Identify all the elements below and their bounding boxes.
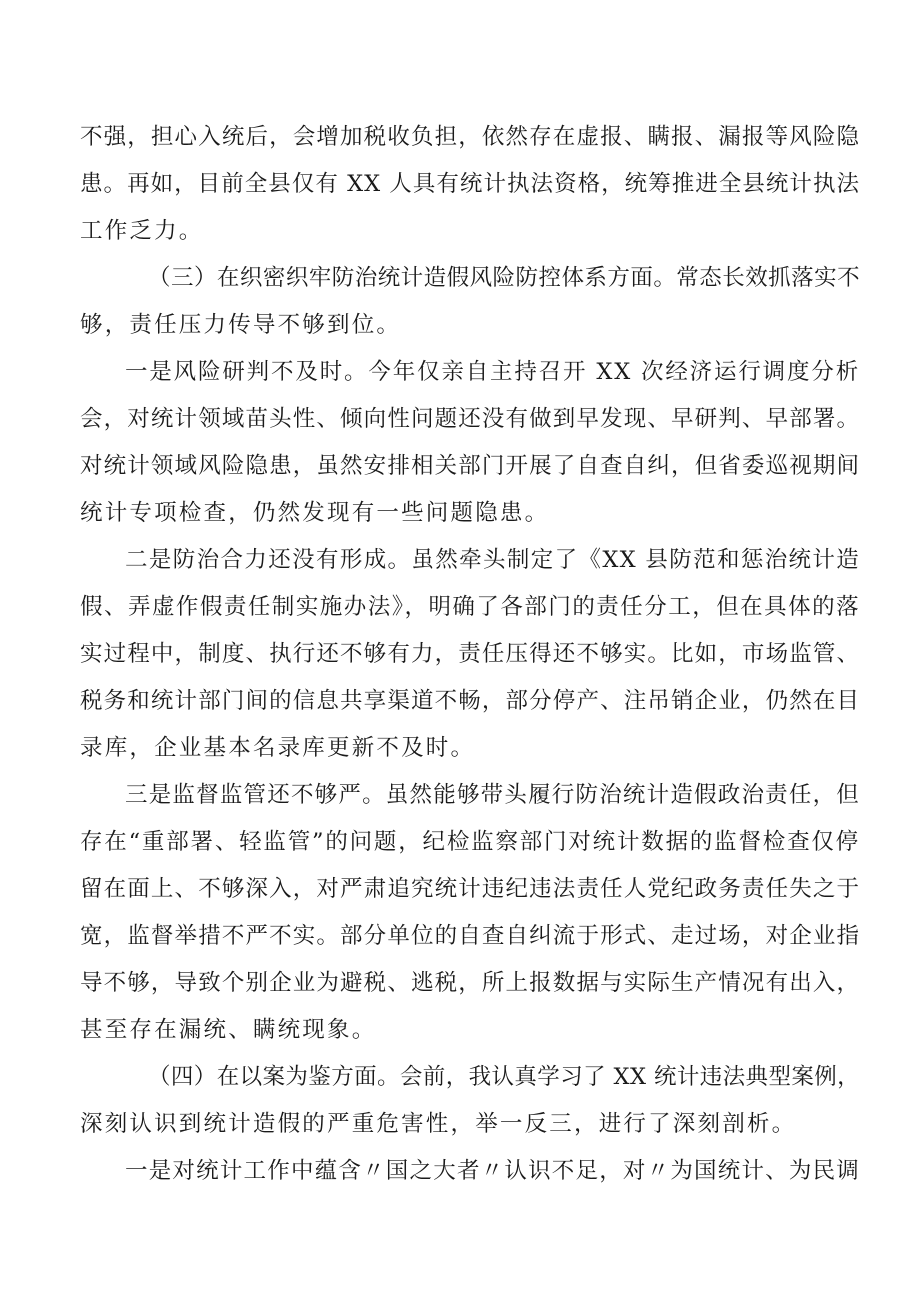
paragraph-line: 留在面上、不够深入，对严肃追究统计违纪违法责任人党纪政务责任失之于 [80,876,860,902]
section-heading-line: （三）在织密织牢防治统计造假风险防控体系方面。常态长效抓落实不 [148,265,860,291]
paragraph-line: 税务和统计部门间的信息共享渠道不畅，部分停产、注吊销企业，仍然在目 [80,688,860,714]
paragraph-line: 对统计领域风险隐患，虽然安排相关部门开展了自查自纠，但省委巡视期间 [80,453,860,479]
paragraph-line: 存在“重部署、轻监管”的问题，纪检监察部门对统计数据的监督检查仅停 [80,829,860,855]
paragraph-line: 三是监督监管还不够严。虽然能够带头履行防治统计造假政治责任，但 [125,782,860,808]
paragraph-line: 录库，企业基本名录库更新不及时。 [80,735,476,761]
paragraph-line: 工作乏力。 [80,218,204,244]
paragraph-line: 实过程中，制度、执行还不够有力，责任压得还不够实。比如，市场监管、 [80,641,860,667]
paragraph-line: 二是防治合力还没有形成。虽然牵头制定了《XX 县防范和惩治统计造 [125,547,860,573]
paragraph-line: 假、弄虚作假责任制实施办法》，明确了各部门的责任分工，但在具体的落 [80,594,860,620]
paragraph-line: 统计专项检查，仍然发现有一些问题隐患。 [80,500,550,526]
paragraph-line: 会，对统计领域苗头性、倾向性问题还没有做到早发现、早研判、早部署。 [80,406,860,432]
paragraph-line: 宽，监督举措不严不实。部分单位的自查自纠流于形式、走过场，对企业指 [80,923,860,949]
paragraph-line: 导不够，导致个别企业为避税、逃税，所上报数据与实际生产情况有出入， [80,970,860,996]
paragraph-line: 够，责任压力传导不够到位。 [80,312,402,338]
paragraph-line: 不强，担心入统后，会增加税收负担，依然存在虚报、瞒报、漏报等风险隐 [80,124,860,150]
paragraph-line: 甚至存在漏统、瞒统现象。 [80,1017,377,1043]
paragraph-line: 一是风险研判不及时。今年仅亲自主持召开 XX 次经济运行调度分析 [125,359,860,385]
section-heading-line: （四）在以案为鉴方面。会前，我认真学习了 XX 统计违法典型案例， [148,1064,861,1090]
paragraph-line: 一是对统计工作中蕴含〃国之大者〃认识不足，对〃为国统计、为民调 [125,1158,860,1184]
paragraph-line: 深刻认识到统计造假的严重危害性，举一反三，进行了深刻剖析。 [80,1111,797,1137]
paragraph-line: 患。再如，目前全县仅有 XX 人具有统计执法资格，统筹推进全县统计执法 [80,171,860,197]
